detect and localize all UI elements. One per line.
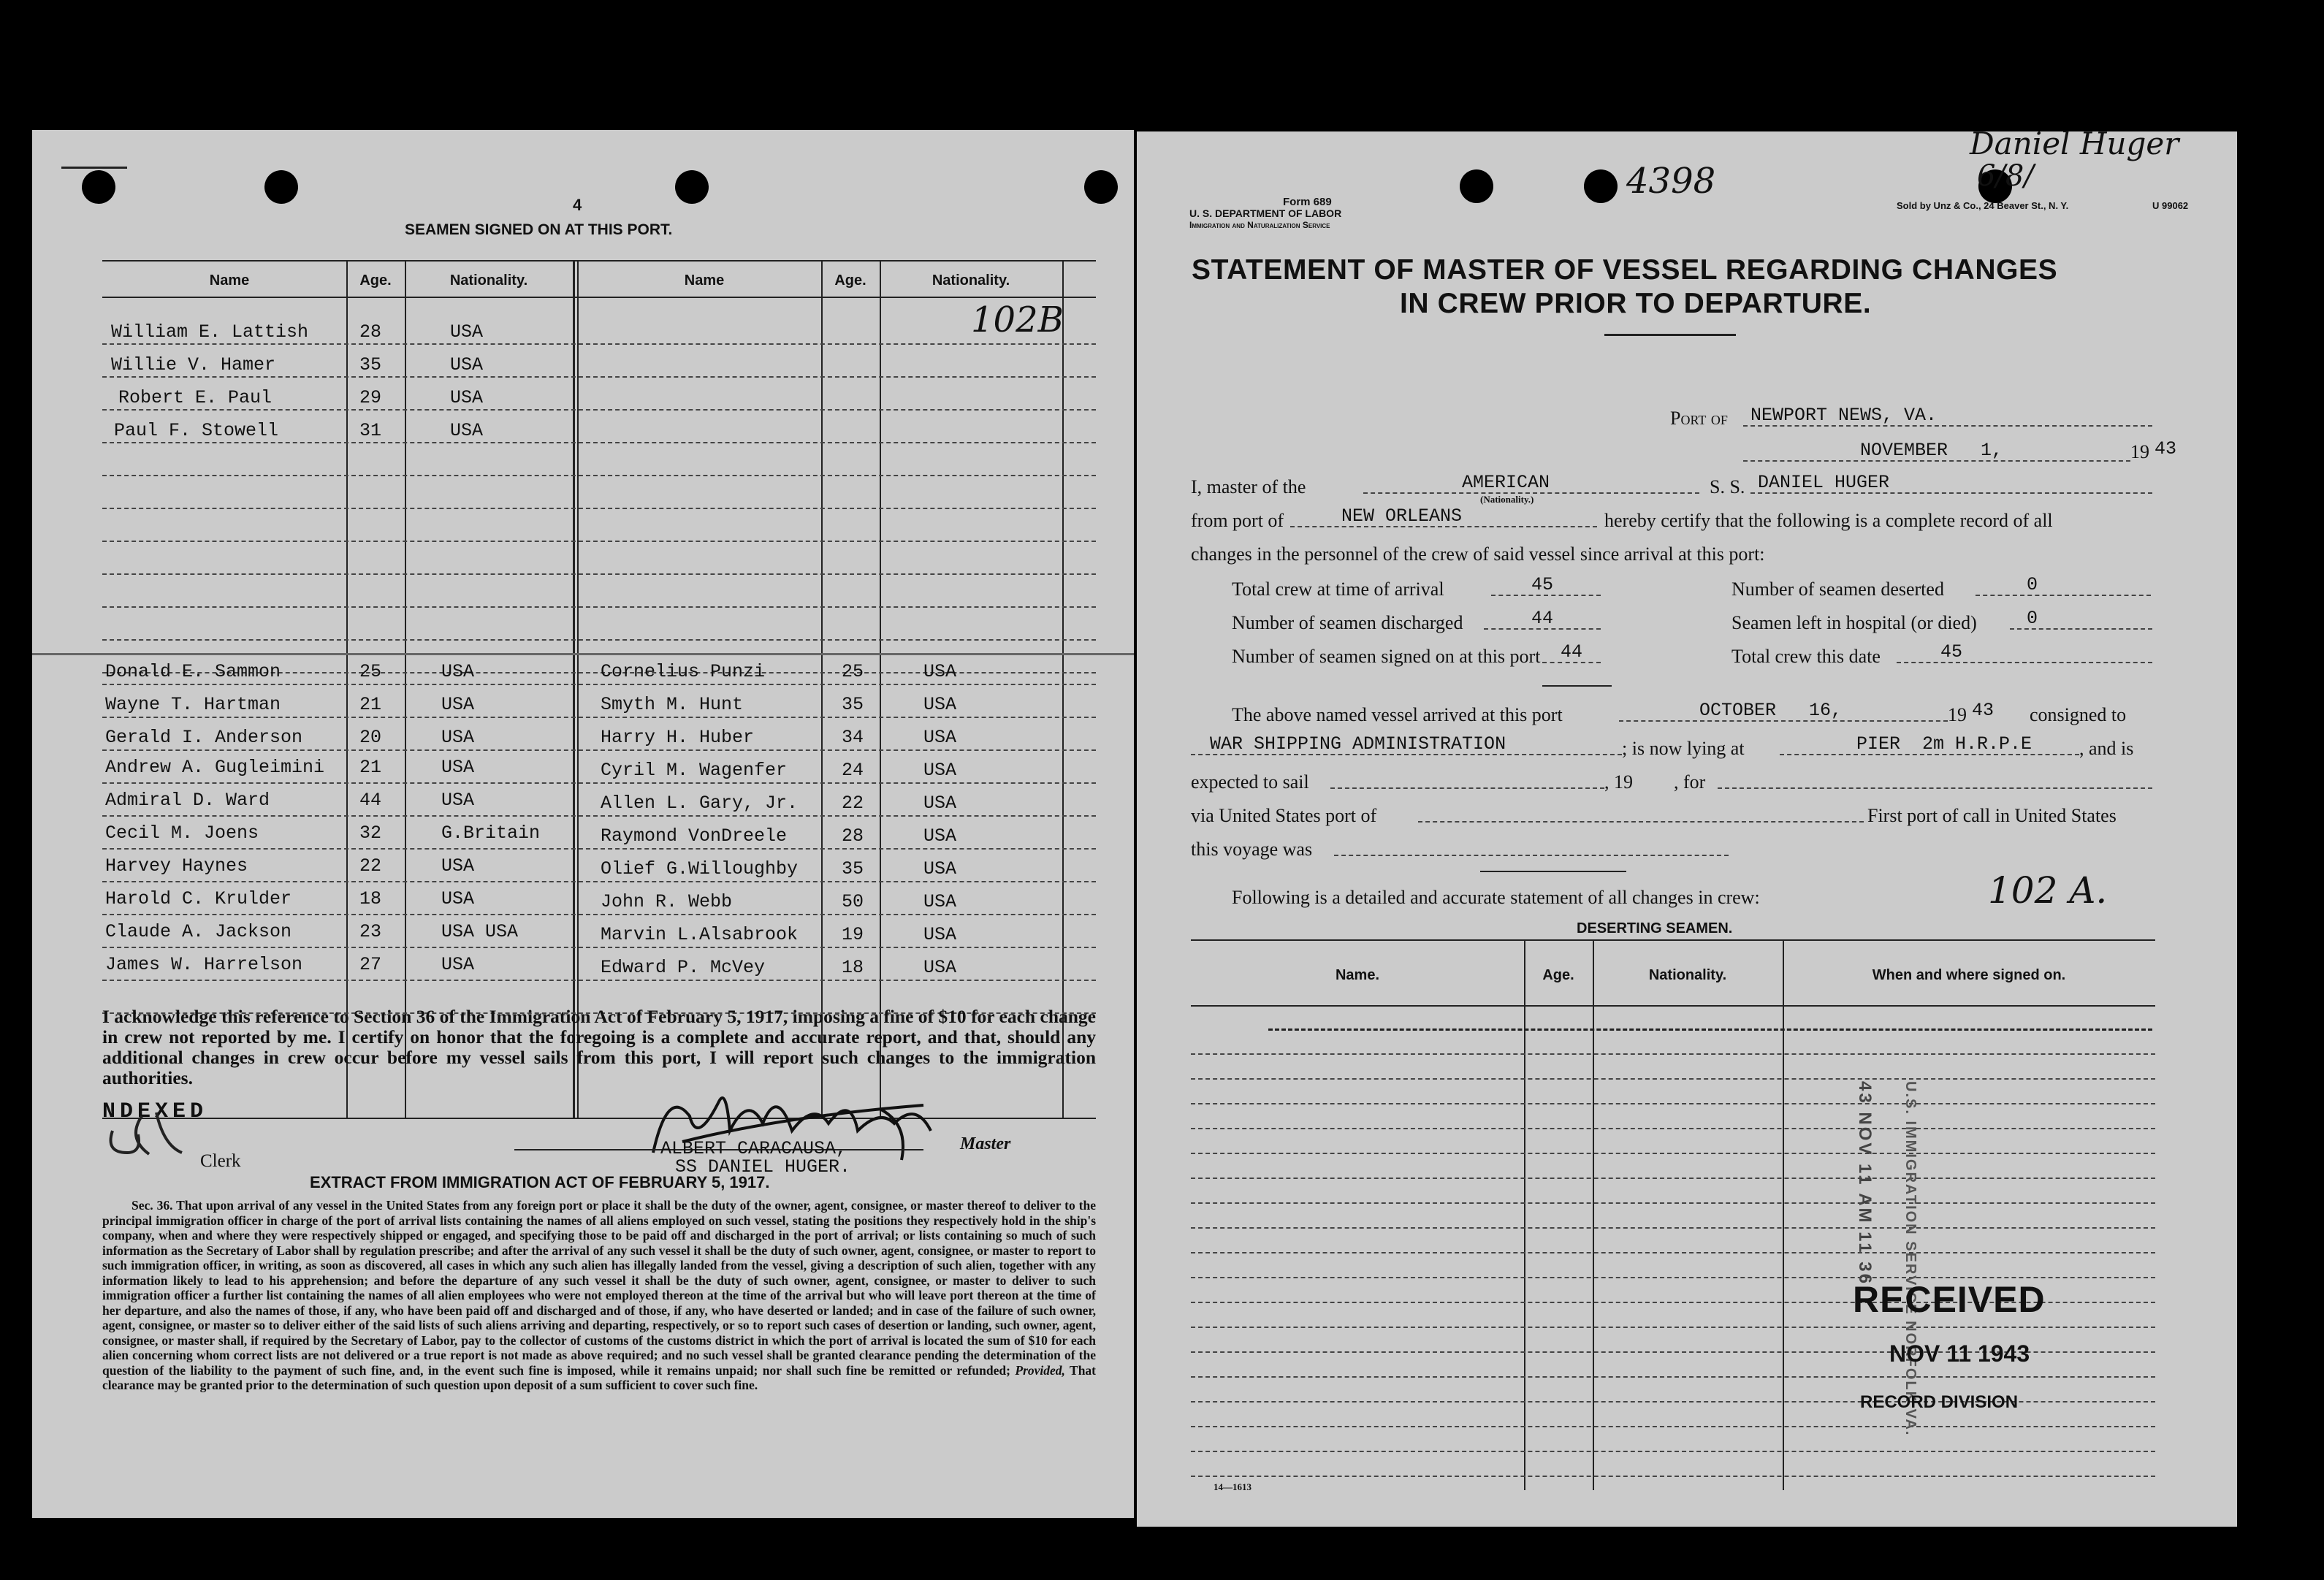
arrived-label: The above named vessel arrived at this port xyxy=(1232,704,1563,725)
stat-label: Number of seamen deserted xyxy=(1731,579,1944,600)
row-rule xyxy=(102,376,1096,378)
ship-typed: SS DANIEL HUGER. xyxy=(675,1156,851,1178)
table-header-rule xyxy=(102,297,1096,298)
table-row-nat: G.Britain xyxy=(441,823,541,844)
ss-label: S. S. xyxy=(1710,476,1745,497)
row-rule xyxy=(102,717,1096,718)
row-rule xyxy=(1191,1202,2155,1204)
nationality-caption: (Nationality.) xyxy=(1480,494,1534,505)
top-row-nat: USA xyxy=(450,420,484,441)
table-row-nat: USA xyxy=(441,855,475,877)
row-rule xyxy=(1191,1376,2155,1378)
row-rule xyxy=(102,947,1096,948)
fill-line xyxy=(1897,662,2152,663)
fill-line xyxy=(1330,787,1604,789)
service-stamp-vertical: U.S. IMMIGRATION SERVICE NORFOLK VA. xyxy=(1902,1081,1919,1437)
row-rule xyxy=(1191,1451,2155,1452)
stat-label: Number of seamen signed on at this port xyxy=(1232,646,1541,667)
col-header-nationality: Nationality. xyxy=(449,272,528,289)
col-divider xyxy=(1593,939,1594,1490)
table-row-age: 24 xyxy=(842,760,864,781)
table-row-nat: USA xyxy=(441,694,475,715)
punch-hole xyxy=(1460,169,1493,203)
nationality-value: AMERICAN xyxy=(1462,472,1550,493)
table-row-age: 21 xyxy=(359,757,382,778)
table-row-age: 19 xyxy=(842,924,864,945)
right-page xyxy=(1137,126,2237,1527)
table-row-name: Harvey Haynes xyxy=(105,855,248,877)
extract-title: EXTRACT FROM IMMIGRATION ACT OF FEBRUARY 5, 1917. xyxy=(310,1173,770,1191)
certify-text: hereby certify that the following is a complete record of all xyxy=(1604,510,2053,531)
row-rule xyxy=(102,782,1096,784)
table-row-name: Claude A. Jackson xyxy=(105,921,292,942)
col-divider xyxy=(346,260,348,1118)
footer-code: 14—1613 xyxy=(1214,1481,1251,1492)
expected-label: expected to sail xyxy=(1191,771,1309,793)
left-page xyxy=(32,130,1134,1518)
table-row-age: 28 xyxy=(842,825,864,847)
section-rule xyxy=(1480,871,1626,872)
table-row-nat: USA xyxy=(441,790,475,811)
table-row-age: 25 xyxy=(359,661,382,682)
stat-label: Number of seamen discharged xyxy=(1232,612,1463,633)
top-row-age: 29 xyxy=(359,387,382,408)
publisher: Sold by Unz & Co., 24 Beaver St., N. Y. xyxy=(1897,200,2069,211)
vessel-name: DANIEL HUGER xyxy=(1758,472,1890,493)
col-header-age: Age. xyxy=(359,272,392,289)
table-row-name: Andrew A. Gugleimini xyxy=(105,757,325,778)
sec-text: That upon arrival of any vessel in the United States from any foreign port or place it shall be the duty of the owner, agent, consignee, or master thereof to deliver to the principal immigration officer in charge of the port of arrival lists containing the names of all aliens employed on such vessel, stating the positions they respectively hold in the ship's company, when and where they were respectively shipped or engaged, and specifying those to be paid off and discharged in the port of arrival; or lists containing so much of such information as the Secretary of Labor shall by regulation prescribe; and after the arrival of any such vessel it shall be the duty of such owner, agent, consignee, or master to report to such immigration officer, in writing, as soon as discovered, all cases in which any such alien has illegally landed from the vessel, giving a description of such alien, together with any information likely to lead to his apprehension; and before the departure of any such vessel it shall be the duty of such owner, agent, consignee, or master to deliver to such immigration officer a further list containing the names of all alien employees who were not employed thereon at the time of the arrival but who will leave port thereon at the time of her departure, and also the names of those, if any, who have been paid off and discharged and of those, if any, who have deserted or landed; and in case of the failure of such owner, agent, consignee, or master so to deliver either of the said lists of such aliens arriving and departing, respectively, or so to report such cases of desertion or landing, such owner, agent, consignee, or master shall, if required by the Secretary of Labor, pay to the collector of customs of the customs district in which the port of arrival is located the sum of $10 for each alien concerning whom correct lists are not delivered or a true report is not made as above required; and no such vessel shall be granted clearance pending the determination of the question of the liability to the payment of such fine, and, in the event such fine is imposed, while it remains unpaid; nor shall such fine be remitted or refunded; xyxy=(102,1198,1096,1378)
handwritten-date: 6/8/ xyxy=(1977,159,2034,193)
table-row-nat: USA xyxy=(923,727,957,748)
row-rule xyxy=(102,684,1096,685)
following-label: Following is a detailed and accurate statement of all changes in crew: xyxy=(1232,887,1760,908)
clerk-initials xyxy=(98,1102,186,1160)
top-row-age: 28 xyxy=(359,321,382,343)
port-value: NEWPORT NEWS, VA. xyxy=(1750,405,1938,426)
row-rule xyxy=(1268,1028,2152,1031)
table-row-age: 18 xyxy=(359,888,382,909)
consigned-label: consigned to xyxy=(2030,704,2127,725)
and-is-label: , and is xyxy=(2079,738,2134,759)
table-row-name: Allen L. Gary, Jr. xyxy=(601,793,799,814)
this-voyage-label: this voyage was xyxy=(1191,839,1313,860)
table-row-name: Admiral D. Ward xyxy=(105,790,270,811)
table-row-name: Donald E. Sammon xyxy=(105,661,281,682)
row-rule xyxy=(102,848,1096,850)
from-port-label: from port of xyxy=(1191,510,1284,531)
row-rule xyxy=(102,606,1096,608)
table-row-name: Smyth M. Hunt xyxy=(601,694,744,715)
table-row-age: 22 xyxy=(842,793,864,814)
first-port-label: First port of call in United States xyxy=(1867,805,2117,826)
deserting-title: DESERTING SEAMEN. xyxy=(1577,920,1733,936)
page-number: 4 xyxy=(573,196,582,214)
table-row-name: Gerald I. Anderson xyxy=(105,727,303,748)
lying-value: PIER 2m H.R.P.E xyxy=(1856,733,2032,755)
top-row-age: 35 xyxy=(359,354,382,375)
table-row-age: 50 xyxy=(842,891,864,912)
stat-label: Seamen left in hospital (or died) xyxy=(1731,612,1977,633)
signature-typed: ALBERT CARACAUSA, xyxy=(660,1138,847,1159)
col-divider xyxy=(1062,260,1064,1118)
row-rule xyxy=(102,343,1096,345)
fill-line xyxy=(1976,595,2151,596)
row-rule xyxy=(102,541,1096,542)
via-label: via United States port of xyxy=(1191,805,1377,826)
row-rule xyxy=(1191,1053,2155,1055)
stat-value: 0 xyxy=(2027,574,2038,595)
table-top-rule xyxy=(1191,939,2155,941)
date-value: NOVEMBER 1, xyxy=(1860,440,2003,461)
table-row-name: Raymond VonDreele xyxy=(601,825,788,847)
table-header-rule xyxy=(1191,1005,2155,1007)
table-row-nat: USA xyxy=(923,694,957,715)
row-rule xyxy=(102,442,1096,443)
top-row-nat: USA xyxy=(450,321,484,343)
row-rule xyxy=(1191,1426,2155,1427)
title-underline xyxy=(1604,334,1736,336)
table-row-age: 35 xyxy=(842,694,864,715)
expected-year-label: , 19 xyxy=(1604,771,1633,793)
form-title-line1: STATEMENT OF MASTER OF VESSEL REGARDING CHANGES xyxy=(1192,254,2058,286)
table-row-nat: USA xyxy=(441,727,475,748)
table-row-nat: USA xyxy=(923,957,957,978)
table-row-nat: USA xyxy=(923,924,957,945)
lying-label: ; is now lying at xyxy=(1622,738,1745,759)
col-divider xyxy=(577,260,579,1118)
arrived-year-prefix: 19 xyxy=(1948,704,1967,725)
row-rule xyxy=(102,914,1096,915)
col-divider xyxy=(1783,939,1784,1490)
col-divider xyxy=(405,260,406,1118)
annotation-102a: 102 A. xyxy=(1988,869,2108,912)
row-rule xyxy=(102,475,1096,476)
table-row-name: Harry H. Huber xyxy=(601,727,755,748)
master-label: Master xyxy=(960,1134,1011,1153)
table-row-nat: USA xyxy=(923,661,957,682)
top-row-age: 31 xyxy=(359,420,382,441)
col-divider xyxy=(821,260,823,1118)
col-header-nationality: Nationality. xyxy=(1648,967,1727,983)
top-row-nat: USA xyxy=(450,354,484,375)
fill-line xyxy=(1334,855,1729,856)
table-row-age: 44 xyxy=(359,790,382,811)
table-row-age: 35 xyxy=(842,858,864,879)
table-row-nat: USA xyxy=(441,757,475,778)
table-row-age: 27 xyxy=(359,954,382,975)
record-division-stamp: RECORD DIVISION xyxy=(1860,1392,2019,1412)
received-stamp: RECEIVED xyxy=(1853,1279,2046,1320)
top-row-name: Robert E. Paul xyxy=(118,387,273,408)
stat-label: Total crew at time of arrival xyxy=(1232,579,1444,600)
form-code: U 99062 xyxy=(2152,200,2189,211)
table-row-name: John R. Webb xyxy=(601,891,733,912)
table-row-nat: USA xyxy=(441,888,475,909)
top-row-name: Willie V. Hamer xyxy=(111,354,276,375)
form-title-line2: IN CREW PRIOR TO DEPARTURE. xyxy=(1400,288,1872,319)
sec-label: Sec. 36. xyxy=(132,1198,173,1213)
clerk-label: Clerk xyxy=(200,1151,241,1171)
handwritten-number: 4398 xyxy=(1626,161,1716,202)
col-header-name: Name xyxy=(684,272,725,289)
stat-value: 45 xyxy=(1940,641,1963,663)
col-divider xyxy=(880,260,881,1118)
form-number: Form 689 xyxy=(1283,196,1332,208)
table-row-name: Edward P. McVey xyxy=(601,957,766,978)
table-row-name: Cyril M. Wagenfer xyxy=(601,760,788,781)
table-row-name: Harold C. Krulder xyxy=(105,888,292,909)
top-row-name: Paul F. Stowell xyxy=(114,420,279,441)
row-rule xyxy=(102,881,1096,882)
service-name: Immigration and Naturalization Service xyxy=(1189,220,1330,230)
paper-slip-edge xyxy=(32,653,1134,655)
arrived-value: OCTOBER 16, xyxy=(1699,700,1843,721)
pen-mark xyxy=(61,167,127,169)
top-row-nat: USA xyxy=(450,387,484,408)
col-header-name: Name. xyxy=(1335,967,1380,983)
table-row-name: Marvin L.Alsabrook xyxy=(601,924,799,945)
punch-hole xyxy=(1584,169,1618,203)
punch-hole xyxy=(82,170,115,204)
row-rule xyxy=(102,573,1096,575)
date-year-prefix: 19 xyxy=(2130,441,2149,462)
port-label: Port of xyxy=(1670,408,1728,429)
stat-rule xyxy=(1542,685,1612,687)
table-row-nat: USA xyxy=(923,760,957,781)
col-divider xyxy=(573,260,575,1118)
table-row-nat: USA USA xyxy=(441,921,519,942)
row-rule xyxy=(1191,1078,2155,1080)
row-rule xyxy=(102,815,1096,817)
received-date: NOV 11 1943 xyxy=(1889,1340,2030,1367)
row-rule xyxy=(1191,1128,2155,1129)
table-row-age: 34 xyxy=(842,727,864,748)
from-port-value: NEW ORLEANS xyxy=(1341,505,1463,527)
col-divider xyxy=(1524,939,1525,1490)
table-row-age: 25 xyxy=(842,661,864,682)
punch-hole xyxy=(675,170,709,204)
col-header-name: Name xyxy=(209,272,250,289)
master-of-label: I, master of the xyxy=(1191,476,1306,497)
table-row-age: 32 xyxy=(359,823,382,844)
row-rule xyxy=(102,639,1096,641)
table-row-nat: USA xyxy=(441,954,475,975)
table-top-rule xyxy=(102,260,1096,262)
col-header-age: Age. xyxy=(834,272,866,289)
row-rule xyxy=(1191,1476,2155,1477)
row-rule xyxy=(1191,1227,2155,1229)
punch-hole xyxy=(264,170,298,204)
table-row-age: 20 xyxy=(359,727,382,748)
stat-value: 44 xyxy=(1531,608,1554,629)
changes-text: changes in the personnel of the crew of said vessel since arrival at this port: xyxy=(1191,543,1765,565)
row-rule xyxy=(102,508,1096,509)
row-rule xyxy=(102,409,1096,411)
stat-label: Total crew this date xyxy=(1731,646,1881,667)
col-header-age: Age. xyxy=(1542,967,1574,983)
table-row-name: Wayne T. Hartman xyxy=(105,694,281,715)
stat-value: 45 xyxy=(1531,574,1554,595)
table-row-nat: USA xyxy=(923,891,957,912)
table-row-name: Olief G.Willoughby xyxy=(601,858,799,879)
acknowledgement-text: I acknowledge this reference to Section 36 of the Immigration Act of February 5, 1917, imposing a fine of $10 for each change in crew not reported by me. I certify on honor that the foregoing is a complete and accurate report, and that, should any additional changes in crew occur before my vessel sails from this port, I will report such changes to the immigration authorities. xyxy=(102,1006,1096,1088)
consignee-value: WAR SHIPPING ADMINISTRATION xyxy=(1210,733,1506,755)
row-rule xyxy=(1191,1153,2155,1154)
provided-text: That clearance may be granted prior to the determination of such question upon deposit of a sum sufficient to cover such fine. xyxy=(102,1362,1096,1392)
table-row-nat: USA xyxy=(923,793,957,814)
section-title: SEAMEN SIGNED ON AT THIS PORT. xyxy=(405,221,673,238)
row-rule xyxy=(1191,1178,2155,1179)
provided-label: Provided, xyxy=(1015,1362,1065,1378)
col-header-when: When and where signed on. xyxy=(1872,967,2066,983)
table-row-age: 22 xyxy=(359,855,382,877)
stat-value: 0 xyxy=(2027,608,2038,629)
col-header-nationality: Nationality. xyxy=(931,272,1010,289)
annotation-102b: 102B xyxy=(971,299,1064,340)
table-row-nat: USA xyxy=(923,825,957,847)
table-row-age: 18 xyxy=(842,957,864,978)
table-row-age: 21 xyxy=(359,694,382,715)
table-row-name: Cornelius Punzi xyxy=(601,661,766,682)
row-rule xyxy=(102,749,1096,751)
handwritten-vessel-name: Daniel Huger xyxy=(1970,126,2179,161)
punch-hole xyxy=(1084,170,1118,204)
arrived-year: 43 xyxy=(1972,700,1995,721)
table-row-name: James W. Harrelson xyxy=(105,954,303,975)
department: U. S. DEPARTMENT OF LABOR xyxy=(1189,207,1342,219)
row-rule xyxy=(1191,1103,2155,1104)
fill-line xyxy=(1718,787,2152,789)
stat-value: 44 xyxy=(1561,641,1583,663)
table-row-nat: USA xyxy=(441,661,475,682)
fill-line xyxy=(1418,821,1864,823)
row-rule xyxy=(1191,1327,2155,1328)
table-row-nat: USA xyxy=(923,858,957,879)
table-row-age: 23 xyxy=(359,921,382,942)
row-rule xyxy=(1191,1252,2155,1253)
for-label: , for xyxy=(1674,771,1706,793)
section-36-text xyxy=(102,1198,1096,1393)
date-stamp-vertical: 43 NOV 11 AM 11 36 xyxy=(1855,1081,1875,1286)
indexed-stamp: NDEXED xyxy=(102,1099,208,1124)
table-row-name: Cecil M. Joens xyxy=(105,823,259,844)
date-year: 43 xyxy=(2155,438,2177,459)
top-row-name: William E. Lattish xyxy=(111,321,309,343)
table-bottom-rule xyxy=(102,1118,1096,1119)
row-rule xyxy=(102,980,1096,981)
